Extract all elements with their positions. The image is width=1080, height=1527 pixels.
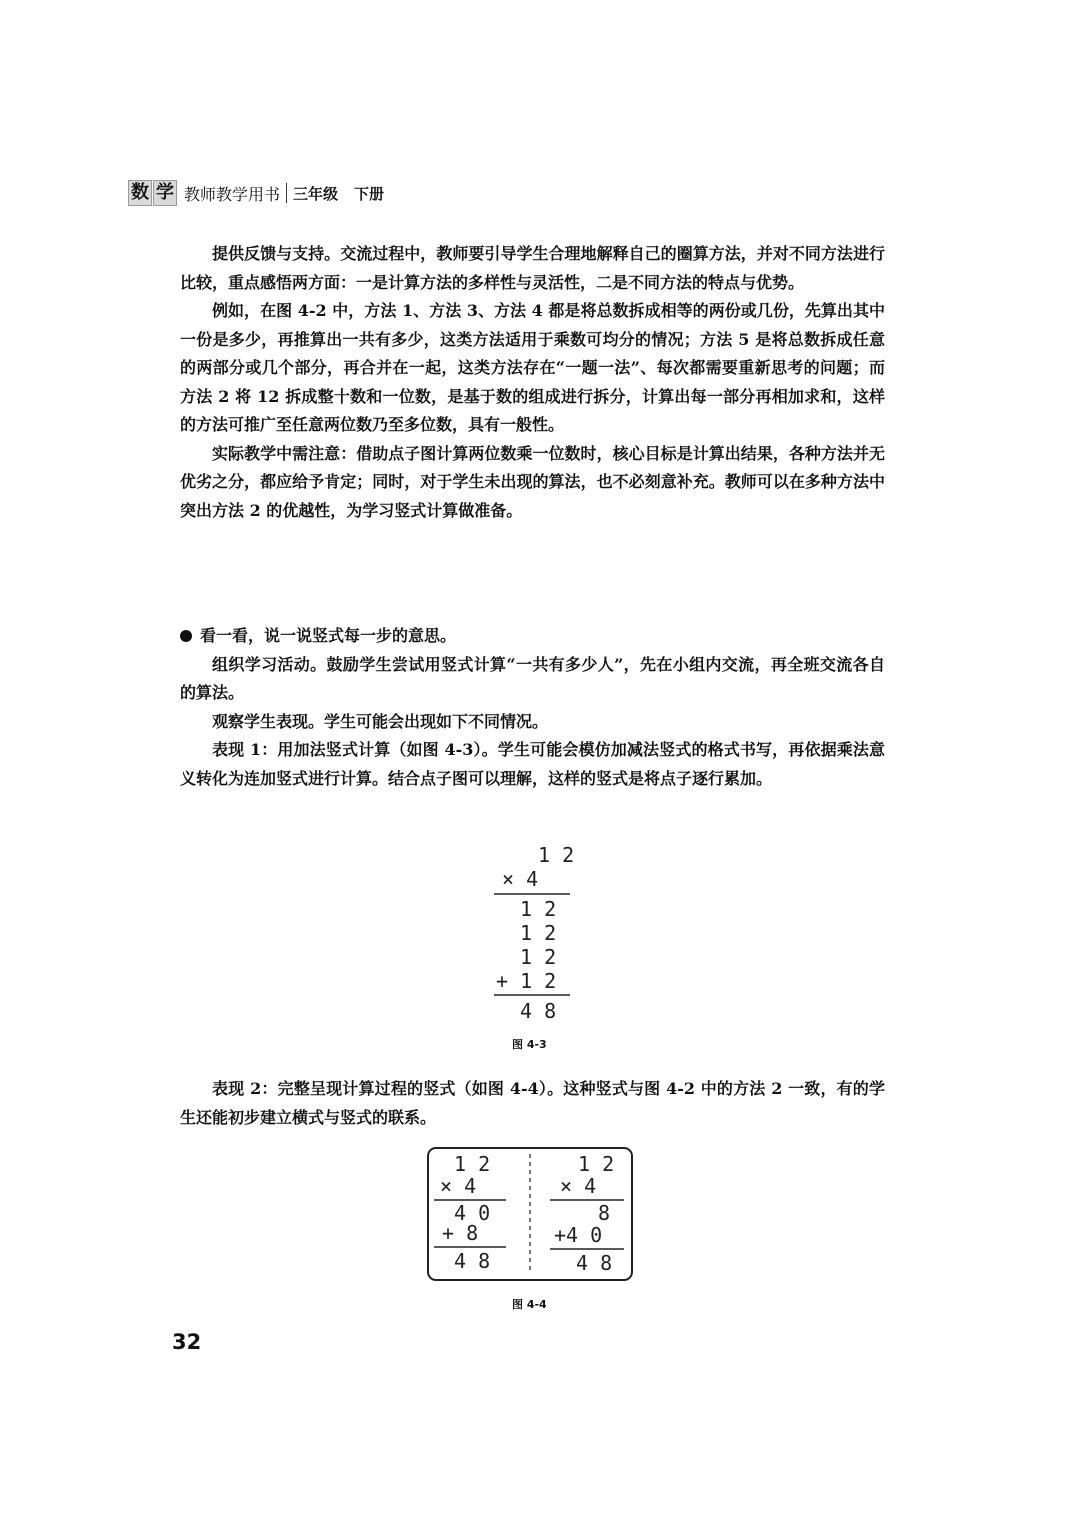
section-vertical-form (180, 622, 885, 793)
fig43-result: 4 8 (520, 999, 557, 1023)
figure-4-3 (480, 838, 600, 1028)
section-performance-2 (180, 1075, 885, 1132)
paragraph-note: 实际教学中需注意：借助点子图计算两位数乘一位数时，核心目标是计算出结果，各种方法并无优劣之分，都应给予肯定；同时，对于学生未出现的算法，也不必刻意补充。教师可以在多种方法中突出方法 2 的优越性，为学习竖式计算做准备。 (180, 443, 885, 520)
logo-char-1: 数 (128, 180, 152, 206)
fig43-multiplicand: 1 2 (538, 843, 575, 867)
fig44-right-partial-2: +4 0 (554, 1223, 603, 1247)
paragraph-activity: 组织学习活动。鼓励学生尝试用竖式计算“一共有多少人”，先在小组内交流，再全班交流各自的算法。 (180, 654, 885, 702)
page-number: 32 (172, 1330, 202, 1354)
running-header (128, 176, 384, 210)
figure-4-4 (426, 1146, 636, 1284)
fig43-addend-2: 1 2 (520, 921, 557, 945)
paragraph-performance-2: 表现 2：完整呈现计算过程的竖式（如图 4-4）。这种竖式与图 4-2 中的方法 2 一致，有的学生还能初步建立横式与竖式的联系。 (180, 1079, 885, 1127)
figure-4-4-caption: 图 4-4 (512, 1298, 547, 1311)
fig44-right-multiplicand: 1 2 (578, 1152, 615, 1176)
heading-text: 看一看，说一说竖式每一步的意思。 (200, 626, 457, 645)
fig44-left-partial-2: + 8 (442, 1221, 479, 1245)
fig44-right-result: 4 8 (576, 1251, 613, 1275)
header-divider (286, 183, 287, 203)
paragraph-performance-1: 表现 1：用加法竖式计算（如图 4-3）。学生可能会模仿加减法竖式的格式书写，再依据乘法意义转化为连加竖式进行计算。结合点子图可以理解，这样的竖式是将点子逐行累加。 (180, 740, 885, 788)
figure-4-3-caption: 图 4-3 (512, 1038, 547, 1051)
fig44-left-partial-1: 4 0 (454, 1201, 491, 1225)
grade-label: 三年级 (293, 184, 339, 203)
fig44-left-result: 4 8 (454, 1249, 491, 1273)
section-heading (180, 622, 885, 651)
fig43-multiplier: × 4 (502, 867, 539, 891)
fig43-addend-1: 1 2 (520, 897, 557, 921)
paragraph-feedback: 提供反馈与支持。交流过程中，教师要引导学生合理地解释自己的圈算方法，并对不同方法进行比较，重点感悟两方面：一是计算方法的多样性与灵活性，二是不同方法的特点与优势。 (180, 244, 885, 292)
paragraph-example: 例如，在图 4-2 中，方法 1、方法 3、方法 4 都是将总数拆成相等的两份或几份，先算出其中一份是多少，再推算出一共有多少，这类方法适用于乘数可均分的情况；方法 5 是将总数拆成任意的两部分或几个部分，再合并在一起，这类方法存在“一题一法”、每次都需要重新思考的问题；而方法 2 将 12 拆成整十数和一位数，是基于数的组成进行拆分，计算出每一部分再相加求和，这样的方法可推广至任意两位数乃至多位数，具有一般性。 (180, 301, 885, 434)
fig44-left-multiplier: × 4 (440, 1174, 477, 1198)
fig44-left-multiplicand: 1 2 (454, 1152, 491, 1176)
bullet-icon (180, 630, 192, 642)
fig44-right-partial-1: 8 (598, 1201, 611, 1225)
fig44-right-multiplier: × 4 (560, 1174, 597, 1198)
book-title: 教师教学用书 (184, 184, 281, 204)
volume-label: 下册 (354, 184, 385, 203)
paragraph-observe: 观察学生表现。学生可能会出现如下不同情况。 (212, 711, 549, 731)
fig43-addend-4: + 1 2 (496, 969, 557, 993)
section-feedback (180, 240, 885, 525)
fig43-addend-3: 1 2 (520, 945, 557, 969)
logo-char-2: 学 (153, 180, 177, 206)
